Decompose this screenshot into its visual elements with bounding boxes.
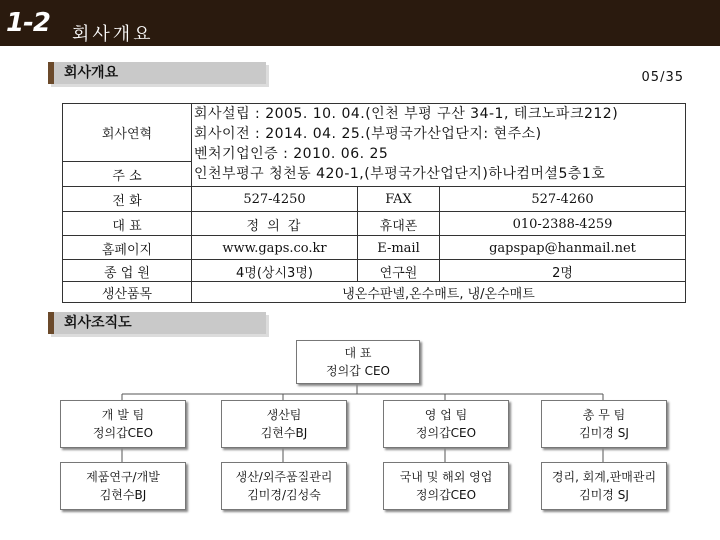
team-leader: 정의갑CEO	[92, 426, 154, 440]
overview-section-label: 회사개요	[48, 62, 266, 84]
fax-value: 527-4260	[439, 187, 685, 212]
team-staff: 정의갑CEO	[415, 488, 477, 502]
team-leader: 김미경 SJ	[579, 426, 629, 440]
researchers-label: 연구원	[357, 260, 439, 282]
ceo-value: 정 의 갑	[191, 212, 357, 236]
phone-value: 527-4250	[191, 187, 357, 212]
team-title: 총 무 팀	[582, 408, 626, 422]
page-title: 회사개요	[72, 24, 154, 45]
org-box-production	[221, 400, 347, 448]
address-label: 주 소	[63, 161, 191, 186]
team-duty: 국내 및 해외 영업	[399, 470, 493, 484]
org-box-production-duty	[221, 462, 347, 510]
org-box-sales	[383, 400, 509, 448]
email-link[interactable]: gapspap@hanmail.net	[439, 236, 685, 260]
researchers-value: 2명	[439, 260, 685, 282]
org-ceo-title: 대 표	[344, 346, 372, 360]
org-ceo-name: 정의갑 CEO	[326, 364, 390, 378]
ceo-label: 대 표	[112, 218, 142, 234]
team-title: 생산팀	[266, 408, 302, 422]
email-label: E-mail	[357, 236, 439, 260]
team-duty: 생산/외주품질관리	[235, 470, 333, 484]
mobile-label: 휴대폰	[357, 212, 439, 236]
org-box-development-duty	[60, 462, 186, 510]
team-staff: 김미경/김성숙	[247, 488, 321, 502]
org-box-development	[60, 400, 186, 448]
team-staff: 김현수BJ	[99, 488, 147, 502]
products-label: 생산품목	[101, 287, 153, 302]
address-value: 인천부평구 청천동 420-1,(부평국가산업단지)하나컴머셜5층1호	[194, 166, 606, 182]
org-box-admin-duty	[541, 462, 667, 510]
team-duty: 제품연구/개발	[86, 470, 160, 484]
employees-value: 4명(상시3명)	[191, 260, 357, 282]
products-value: 냉온수판넬,온수매트, 냉/온수매트	[191, 282, 685, 303]
phone-label: 전 화	[112, 194, 142, 209]
org-box-ceo	[296, 340, 420, 384]
org-box-sales-duty	[383, 462, 509, 510]
history-line: 회사이전 : 2014. 04. 25.(부평국가산업단지: 현주소)	[194, 126, 542, 142]
team-title: 영 업 팀	[424, 408, 468, 422]
homepage-label: 홈페이지	[101, 242, 153, 258]
employees-label: 종 업 원	[104, 265, 150, 281]
team-leader: 정의갑CEO	[415, 426, 477, 440]
org-box-admin	[541, 400, 667, 448]
team-leader: 김현수BJ	[260, 426, 308, 440]
history-line: 회사설립 : 2005. 10. 04.(인천 부평 구산 34-1, 테크노파크212)	[194, 106, 619, 122]
team-duty: 경리, 회계,판매관리	[551, 470, 657, 484]
fax-label: FAX	[357, 187, 439, 212]
history-label: 회사연혁	[101, 127, 153, 142]
history-line: 벤처기업인증 : 2010. 06. 25	[194, 146, 389, 162]
team-title: 개 발 팀	[101, 408, 145, 422]
homepage-link[interactable]: www.gaps.co.kr	[191, 236, 357, 260]
section-number: 1-2	[6, 8, 50, 38]
team-staff: 김미경 SJ	[579, 488, 629, 502]
mobile-value: 010-2388-4259	[439, 212, 685, 236]
org-section-label: 회사조직도	[48, 312, 266, 334]
page-number: 05/35	[641, 70, 684, 85]
